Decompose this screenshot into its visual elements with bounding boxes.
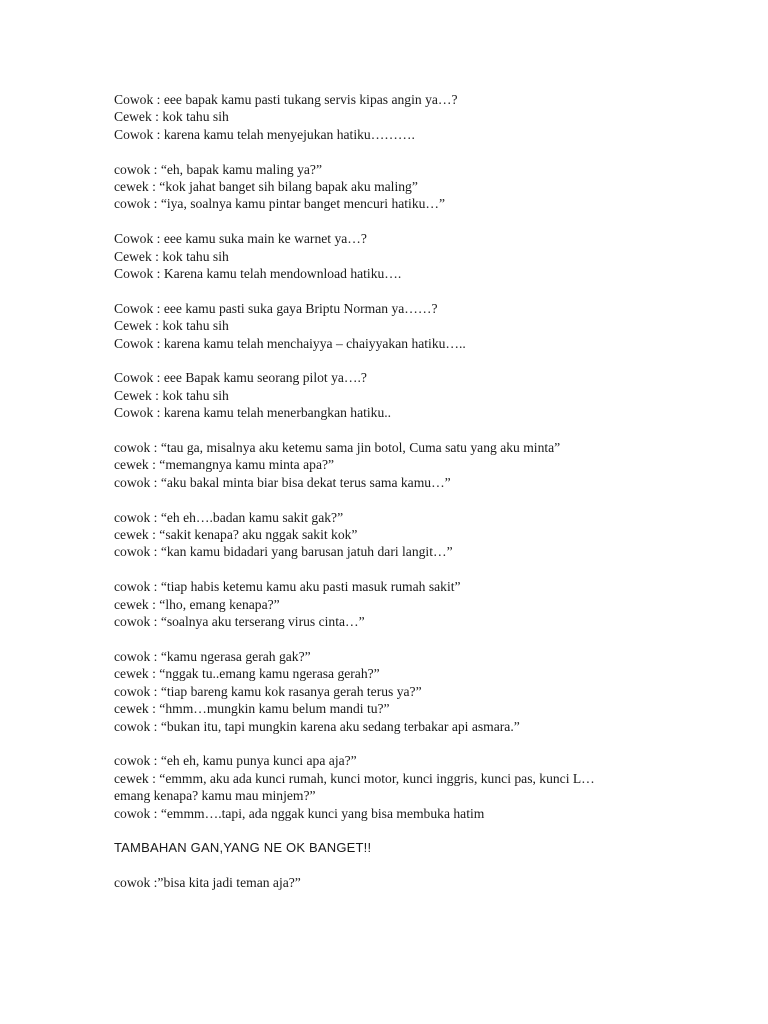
- dialogue-line: cewek : “hmm…mungkin kamu belum mandi tu?”: [114, 701, 390, 717]
- dialogue-line: cowok : “emmm….tapi, ada nggak kunci yang bisa membuka hatim: [114, 805, 485, 821]
- dialogue-line: cowok : “tau ga, misalnya aku ketemu sama jin botol, Cuma satu yang aku minta”: [114, 440, 561, 456]
- dialogue-line: cewek : “lho, emang kenapa?”: [114, 596, 280, 612]
- dialogue-line: cowok : “tiap habis ketemu kamu aku pasti masuk rumah sakit”: [114, 579, 461, 595]
- dialogue-line: Cowok : eee kamu pasti suka gaya Briptu Norman ya……?: [114, 300, 438, 316]
- dialogue-line: Cowok : eee kamu suka main ke warnet ya…?: [114, 231, 367, 247]
- dialogue-line: cowok : “kan kamu bidadari yang barusan jatuh dari langit…”: [114, 544, 453, 560]
- dialogue-block: [114, 161, 674, 213]
- dialogue-block: [114, 648, 674, 735]
- dialogue-line: cowok : “kamu ngerasa gerah gak?”: [114, 648, 311, 664]
- dialogue-line: cowok : “eh eh….badan kamu sakit gak?”: [114, 509, 344, 525]
- dialogue-block: [114, 752, 674, 822]
- dialogue-block: [114, 369, 674, 421]
- dialogue-line: Cewek : kok tahu sih: [114, 387, 229, 403]
- dialogue-blocks: [114, 91, 674, 822]
- dialogue-line: Cowok : Karena kamu telah mendownload hatiku….: [114, 266, 402, 282]
- dialogue-line: cewek : “sakit kenapa? aku nggak sakit kok”: [114, 527, 358, 543]
- dialogue-line: cowok : “eh, bapak kamu maling ya?”: [114, 161, 322, 177]
- dialogue-line: cewek : “kok jahat banget sih bilang bapak aku maling”: [114, 179, 418, 195]
- document-body: [114, 91, 674, 892]
- dialogue-line: Cowok : karena kamu telah menyejukan hatiku……….: [114, 126, 415, 142]
- dialogue-block: [114, 509, 674, 561]
- dialogue-block: [114, 91, 674, 143]
- dialogue-line: Cowok : eee Bapak kamu seorang pilot ya….?: [114, 370, 367, 386]
- dialogue-line: cowok : “tiap bareng kamu kok rasanya gerah terus ya?”: [114, 683, 422, 699]
- dialogue-line: Cowok : karena kamu telah menchaiyya – chaiyyakan hatiku…..: [114, 335, 466, 351]
- dialogue-line: Cowok : karena kamu telah menerbangkan hatiku..: [114, 405, 392, 421]
- final-line: cowok :”bisa kita jadi teman aja?”: [114, 875, 301, 891]
- dialogue-line: Cewek : kok tahu sih: [114, 318, 229, 334]
- dialogue-line: cowok : “aku bakal minta biar bisa dekat terus sama kamu…”: [114, 474, 451, 490]
- section-heading: TAMBAHAN GAN,YANG NE OK BANGET!!: [114, 840, 372, 856]
- dialogue-line: cewek : “nggak tu..emang kamu ngerasa gerah?”: [114, 666, 380, 682]
- dialogue-line: Cowok : eee bapak kamu pasti tukang servis kipas angin ya…?: [114, 92, 458, 107]
- dialogue-block: [114, 578, 674, 630]
- dialogue-line: cowok : “soalnya aku terserang virus cinta…”: [114, 614, 365, 630]
- dialogue-line: cewek : “memangnya kamu minta apa?”: [114, 457, 335, 473]
- dialogue-line: cowok : “bukan itu, tapi mungkin karena aku sedang terbakar api asmara.”: [114, 718, 520, 734]
- dialogue-line: Cewek : kok tahu sih: [114, 109, 229, 125]
- dialogue-block: [114, 230, 674, 282]
- dialogue-line: cowok : “eh eh, kamu punya kunci apa aja?”: [114, 753, 357, 769]
- dialogue-line: cowok : “iya, soalnya kamu pintar banget mencuri hatiku…”: [114, 196, 446, 212]
- dialogue-block: [114, 439, 674, 491]
- dialogue-block: [114, 300, 674, 352]
- dialogue-line: Cewek : kok tahu sih: [114, 248, 229, 264]
- dialogue-line: cewek : “emmm, aku ada kunci rumah, kunci motor, kunci inggris, kunci pas, kunci L…: [114, 770, 595, 786]
- dialogue-line: emang kenapa? kamu mau minjem?”: [114, 788, 316, 804]
